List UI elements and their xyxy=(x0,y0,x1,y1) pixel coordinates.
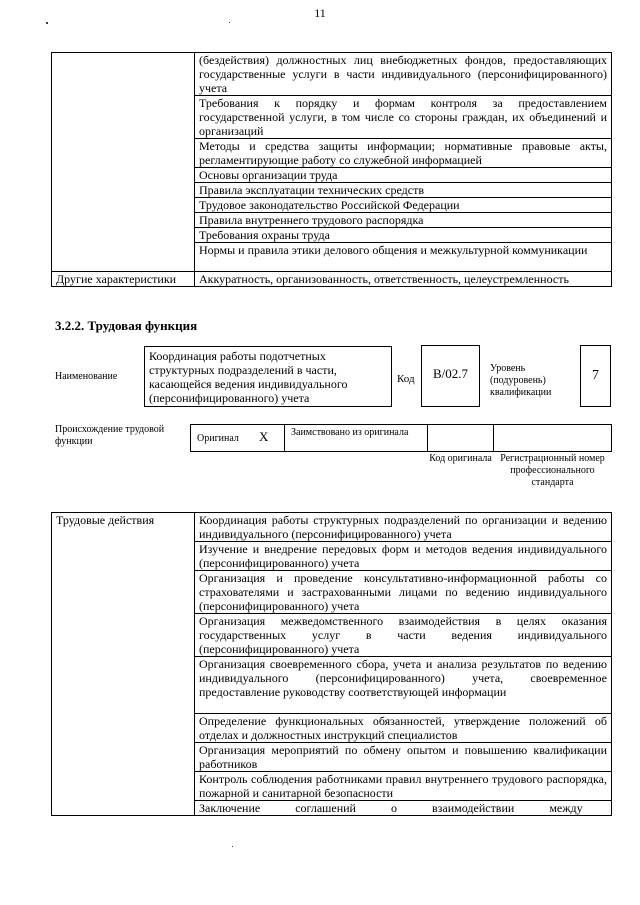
borrowed-cell xyxy=(284,424,428,452)
origin-label: Происхождение трудовой функции xyxy=(55,424,165,447)
table-row: Основы организации труда xyxy=(195,168,612,183)
table-row: Правила эксплуатации технических средств xyxy=(195,183,612,198)
table-row: Правила внутреннего трудового распорядка xyxy=(195,213,612,228)
original-cell xyxy=(190,424,285,452)
table-row: Требования к порядку и формам контроля за предоставлением государственной услуги, в том числе со стороны граждан, их объединений и организаций xyxy=(195,96,612,139)
table-row: Требования охраны труда xyxy=(195,228,612,243)
requirements-table xyxy=(51,52,612,287)
table-row: Организация и проведение консультативно-информационной работы со страхователями и застрахованными лицами по ведению индивидуального (персонифицированного) учета xyxy=(195,571,612,614)
table-row: Организация мероприятий по обмену опытом и повышению квалификации работников xyxy=(195,743,612,772)
table-row: (бездействия) должностных лиц внебюджетных фондов, предоставляющих государственные услуги в части индивидуального (персонифицированного) учета xyxy=(195,53,612,96)
labor-actions-label: Трудовые действия xyxy=(52,513,195,816)
table-row: Изучение и внедрение передовых форм и методов ведения индивидуального (персонифицированного) учета xyxy=(195,542,612,571)
code-value-box: B/02.7 xyxy=(421,345,480,407)
section-title: 3.2.2. Трудовая функция xyxy=(55,318,198,333)
qualification-level-box: 7 xyxy=(580,345,611,407)
original-code-caption: Код оригинала xyxy=(429,453,492,464)
borrowed-label: Заимствовано из оригинала xyxy=(291,427,409,438)
original-label: Оригинал xyxy=(197,433,239,444)
table-row: Организация межведомственного взаимодействия в целях оказания государственных услуг в части ведения индивидуального (персонифицированного) учета xyxy=(195,614,612,657)
other-characteristics-label: Другие характеристики xyxy=(52,272,195,287)
name-label: Наименование xyxy=(55,371,118,382)
function-name-box: Координация работы подотчетных структурных подразделений в части, касающейся ведения индивидуального (персонифицированного) учета xyxy=(144,346,392,407)
registration-number-caption: Регистрационный номер профессионального стандарта xyxy=(500,453,605,488)
qualification-level-label: Уровень (подуровень) квалификации xyxy=(490,363,552,398)
table-row: Координация работы структурных подразделений по организации и ведению индивидуального (персонифицированного) учета xyxy=(195,513,612,542)
table-row: Организация своевременного сбора, учета и анализа результатов по ведению индивидуального (персонифицированного) учета, своевременное предоставление руководству соответствующей информации xyxy=(195,657,612,714)
registration-number-cell xyxy=(493,424,612,452)
table-row: Контроль соблюдения работниками правил внутреннего трудового распорядка, пожарной и санитарной безопасности xyxy=(195,772,612,801)
original-mark: X xyxy=(259,429,269,444)
scan-speck xyxy=(229,22,230,23)
table-row: Методы и средства защиты информации; нормативные правовые акты, регламентирующие работу со служебной информацией xyxy=(195,139,612,168)
table-row: Трудовое законодательство Российской Федерации xyxy=(195,198,612,213)
original-code-cell xyxy=(427,424,494,452)
table-row: Определение функциональных обязанностей, утверждение положений об отделах и должностных инструкций специалистов xyxy=(195,714,612,743)
scan-speck xyxy=(46,22,48,24)
table-row: Заключение соглашений о взаимодействии между xyxy=(195,801,612,816)
other-characteristics-value: Аккуратность, организованность, ответственность, целеустремленность xyxy=(195,272,612,287)
table-row: Нормы и правила этики делового общения и межкультурной коммуникации xyxy=(195,243,612,272)
scan-speck xyxy=(232,846,233,847)
labor-actions-table xyxy=(51,512,612,816)
page-number: 11 xyxy=(314,6,326,20)
table-left-empty-cell xyxy=(52,53,195,272)
code-label: Код xyxy=(397,373,415,385)
